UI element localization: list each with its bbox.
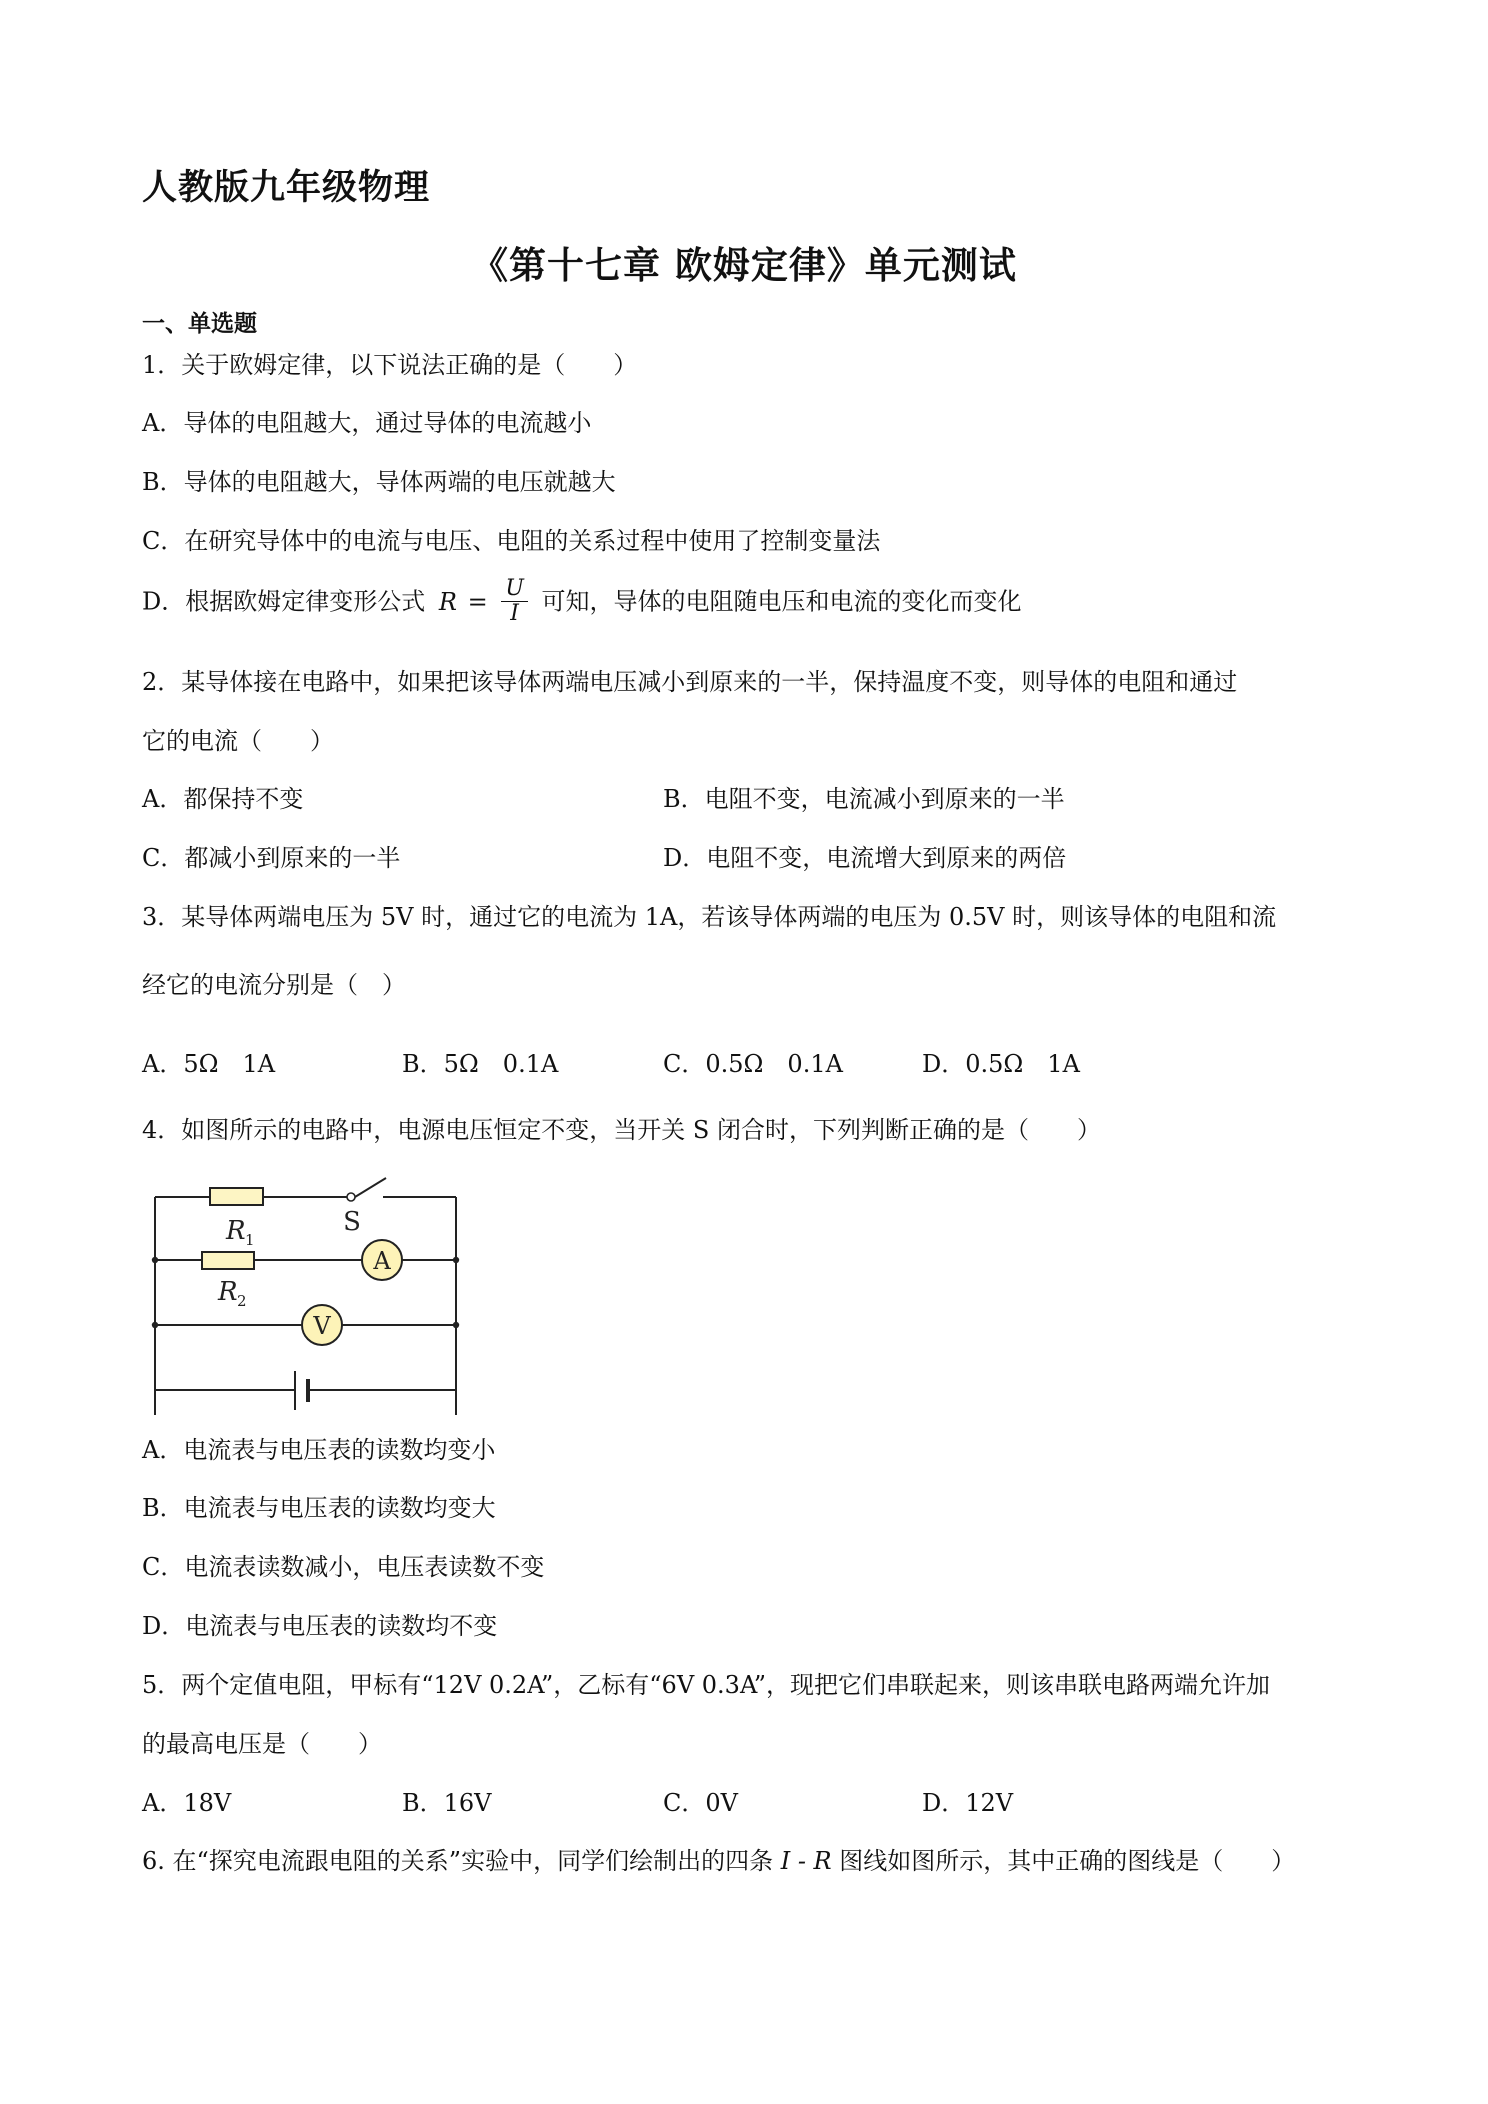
q3-option-a: A．5Ω 1A <box>142 1050 276 1078</box>
resistor-r2 <box>202 1252 254 1269</box>
q3-option-d: D．0.5Ω 1A <box>922 1050 1080 1078</box>
q5-stem-line2: 的最高电压是（ ） <box>142 1730 382 1758</box>
q3-stem-line2: 经它的电流分别是（ ） <box>142 971 406 999</box>
voltmeter-label: V <box>313 1312 331 1340</box>
r2-label: R <box>218 1277 238 1307</box>
formula-denominator: I <box>510 601 519 626</box>
circuit-diagram <box>140 1165 470 1415</box>
q6-stem-suffix: 图线如图所示，其中正确的图线是（ ） <box>831 1847 1296 1875</box>
junction-dot <box>152 1257 158 1263</box>
page-title: 《第十七章 欧姆定律》单元测试 <box>471 244 1017 287</box>
q3-option-c: C．0.5Ω 0.1A <box>663 1050 843 1078</box>
q1-option-c: C．在研究导体中的电流与电压、电阻的关系过程中使用了控制变量法 <box>142 527 881 555</box>
junction-dot <box>152 1322 158 1328</box>
q2-option-c: C．都减小到原来的一半 <box>142 844 401 872</box>
circuit-wires <box>155 1178 456 1415</box>
q5-option-b: B．16V <box>402 1789 492 1817</box>
q4-option-c: C．电流表读数减小，电压表读数不变 <box>142 1553 545 1581</box>
q3-stem-line1: 3．某导体两端电压为 5V 时，通过它的电流为 1A，若该导体两端的电压为 0.5V 时，则该导体的电阻和流 <box>142 903 1277 931</box>
formula-fraction <box>501 577 528 626</box>
q6-stem-variable: I - R <box>780 1847 832 1875</box>
r1-subscript: 1 <box>245 1231 255 1249</box>
ammeter-label: A <box>373 1247 391 1275</box>
q1-option-d <box>142 577 1022 626</box>
q4-option-a: A．电流表与电压表的读数均变小 <box>142 1436 496 1464</box>
q1-option-b: B．导体的电阻越大，导体两端的电压就越大 <box>142 468 616 496</box>
q1-option-a: A．导体的电阻越大，通过导体的电流越小 <box>142 409 592 437</box>
q5-option-a: A．18V <box>142 1789 232 1817</box>
q2-option-d: D．电阻不变，电流增大到原来的两倍 <box>663 844 1067 872</box>
junction-dot <box>453 1322 459 1328</box>
q5-option-d: D．12V <box>922 1789 1014 1817</box>
q6-stem-prefix: 6. 在“探究电流跟电阻的关系”实验中，同学们绘制出的四条 <box>142 1847 781 1875</box>
q1-stem: 1．关于欧姆定律，以下说法正确的是（ ） <box>142 351 638 379</box>
formula-numerator: U <box>501 577 528 602</box>
section-heading: 一、单选题 <box>142 311 257 337</box>
r1-label: R <box>226 1216 246 1246</box>
q6-stem <box>142 1846 1295 1876</box>
q2-stem-line1: 2．某导体接在电路中，如果把该导体两端电压减小到原来的一半，保持温度不变，则导体的电阻和通过 <box>142 668 1238 696</box>
q1-option-d-prefix: D．根据欧姆定律变形公式 <box>142 587 426 616</box>
q2-stem-line2: 它的电流（ ） <box>142 727 334 755</box>
publisher-heading: 人教版九年级物理 <box>142 168 431 208</box>
switch-label: S <box>343 1207 361 1237</box>
switch-contact <box>347 1193 355 1201</box>
q3-option-b: B．5Ω 0.1A <box>402 1050 559 1078</box>
q4-stem: 4．如图所示的电路中，电源电压恒定不变，当开关 S 闭合时，下列判断正确的是（ ） <box>142 1116 1101 1144</box>
q4-option-b: B．电流表与电压表的读数均变大 <box>142 1494 496 1522</box>
junction-dot <box>453 1257 459 1263</box>
q2-option-b: B．电阻不变，电流减小到原来的一半 <box>663 785 1065 813</box>
r2-subscript: 2 <box>237 1292 247 1310</box>
q4-option-d: D．电流表与电压表的读数均不变 <box>142 1612 498 1640</box>
q5-stem-line1: 5．两个定值电阻，甲标有“12V 0.2A”，乙标有“6V 0.3A”，现把它们串联起来，则该串联电路两端允许加 <box>142 1671 1271 1699</box>
q1-option-d-suffix: 可知，导体的电阻随电压和电流的变化而变化 <box>541 587 1022 616</box>
q2-option-a: A．都保持不变 <box>142 785 304 813</box>
resistor-r1 <box>210 1188 263 1205</box>
formula-lhs: R <box>438 587 457 616</box>
q5-option-c: C．0V <box>663 1789 738 1817</box>
formula-eq: = <box>467 587 488 616</box>
